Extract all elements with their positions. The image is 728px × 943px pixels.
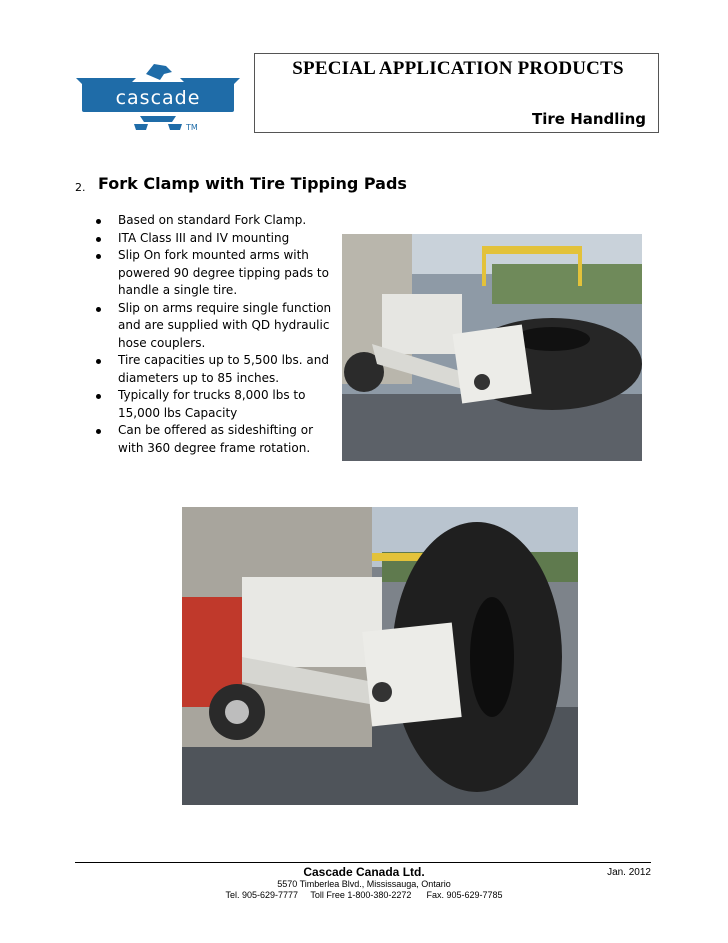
list-line: Based on standard Fork Clamp.: [118, 213, 307, 227]
page-title: SPECIAL APPLICATION PRODUCTS: [292, 58, 624, 79]
page-subtitle: Tire Handling: [532, 110, 646, 128]
list-line: powered 90 degree tipping pads to: [118, 265, 329, 280]
list-item: [96, 352, 336, 387]
bullet-icon: [96, 237, 101, 242]
bullet-icon: [96, 429, 101, 434]
fork-clamp-photo-1: [342, 234, 642, 461]
section-title: Fork Clamp with Tire Tipping Pads: [98, 174, 407, 193]
bullet-icon: [96, 254, 101, 259]
list-item: [96, 247, 336, 300]
list-line: 15,000 lbs Capacity: [118, 405, 238, 420]
bullet-icon: [96, 359, 101, 364]
footer-address: 5570 Timberlea Blvd., Mississauga, Ontario: [277, 879, 451, 889]
list-line: diameters up to 85 inches.: [118, 370, 280, 385]
bullet-icon: [96, 307, 101, 312]
fork-clamp-photo-2: [182, 507, 578, 805]
feature-list: [96, 212, 336, 457]
footer-date: Jan. 2012: [607, 867, 651, 878]
list-line: and are supplied with QD hydraulic: [118, 318, 330, 332]
logo-eagle-head: [146, 64, 172, 80]
list-line: Slip on arms require single function: [118, 300, 332, 315]
list-line: ITA Class III and IV mounting: [118, 230, 290, 245]
list-item: [96, 300, 336, 353]
footer-company: Cascade Canada Ltd.: [303, 865, 425, 879]
logo-trademark: TM: [186, 123, 198, 132]
list-item: [96, 387, 336, 422]
logo-tail: [134, 116, 182, 130]
list-line: handle a single tire.: [118, 283, 238, 297]
bullet-icon: [96, 219, 101, 224]
list-line: with 360 degree frame rotation.: [118, 440, 311, 455]
list-line: Can be offered as sideshifting or: [118, 423, 314, 437]
cascade-logo: [74, 62, 242, 132]
bullet-icon: [96, 394, 101, 399]
list-item: [96, 230, 336, 248]
list-item: [96, 212, 336, 230]
list-line: Tire capacities up to 5,500 lbs. and: [118, 353, 329, 367]
logo-wordmark: cascade: [115, 87, 201, 109]
list-item: [96, 422, 336, 457]
section-number: 2.: [75, 181, 86, 194]
list-line: Typically for trucks 8,000 lbs to: [118, 388, 306, 402]
list-line: hose couplers.: [118, 335, 206, 350]
list-line: Slip On fork mounted arms with: [118, 248, 309, 262]
footer-divider: [75, 862, 651, 863]
footer-phones: Tel. 905-629-7777 Toll Free 1-800-380-2272 Fax. 905-629-7785: [225, 890, 503, 900]
